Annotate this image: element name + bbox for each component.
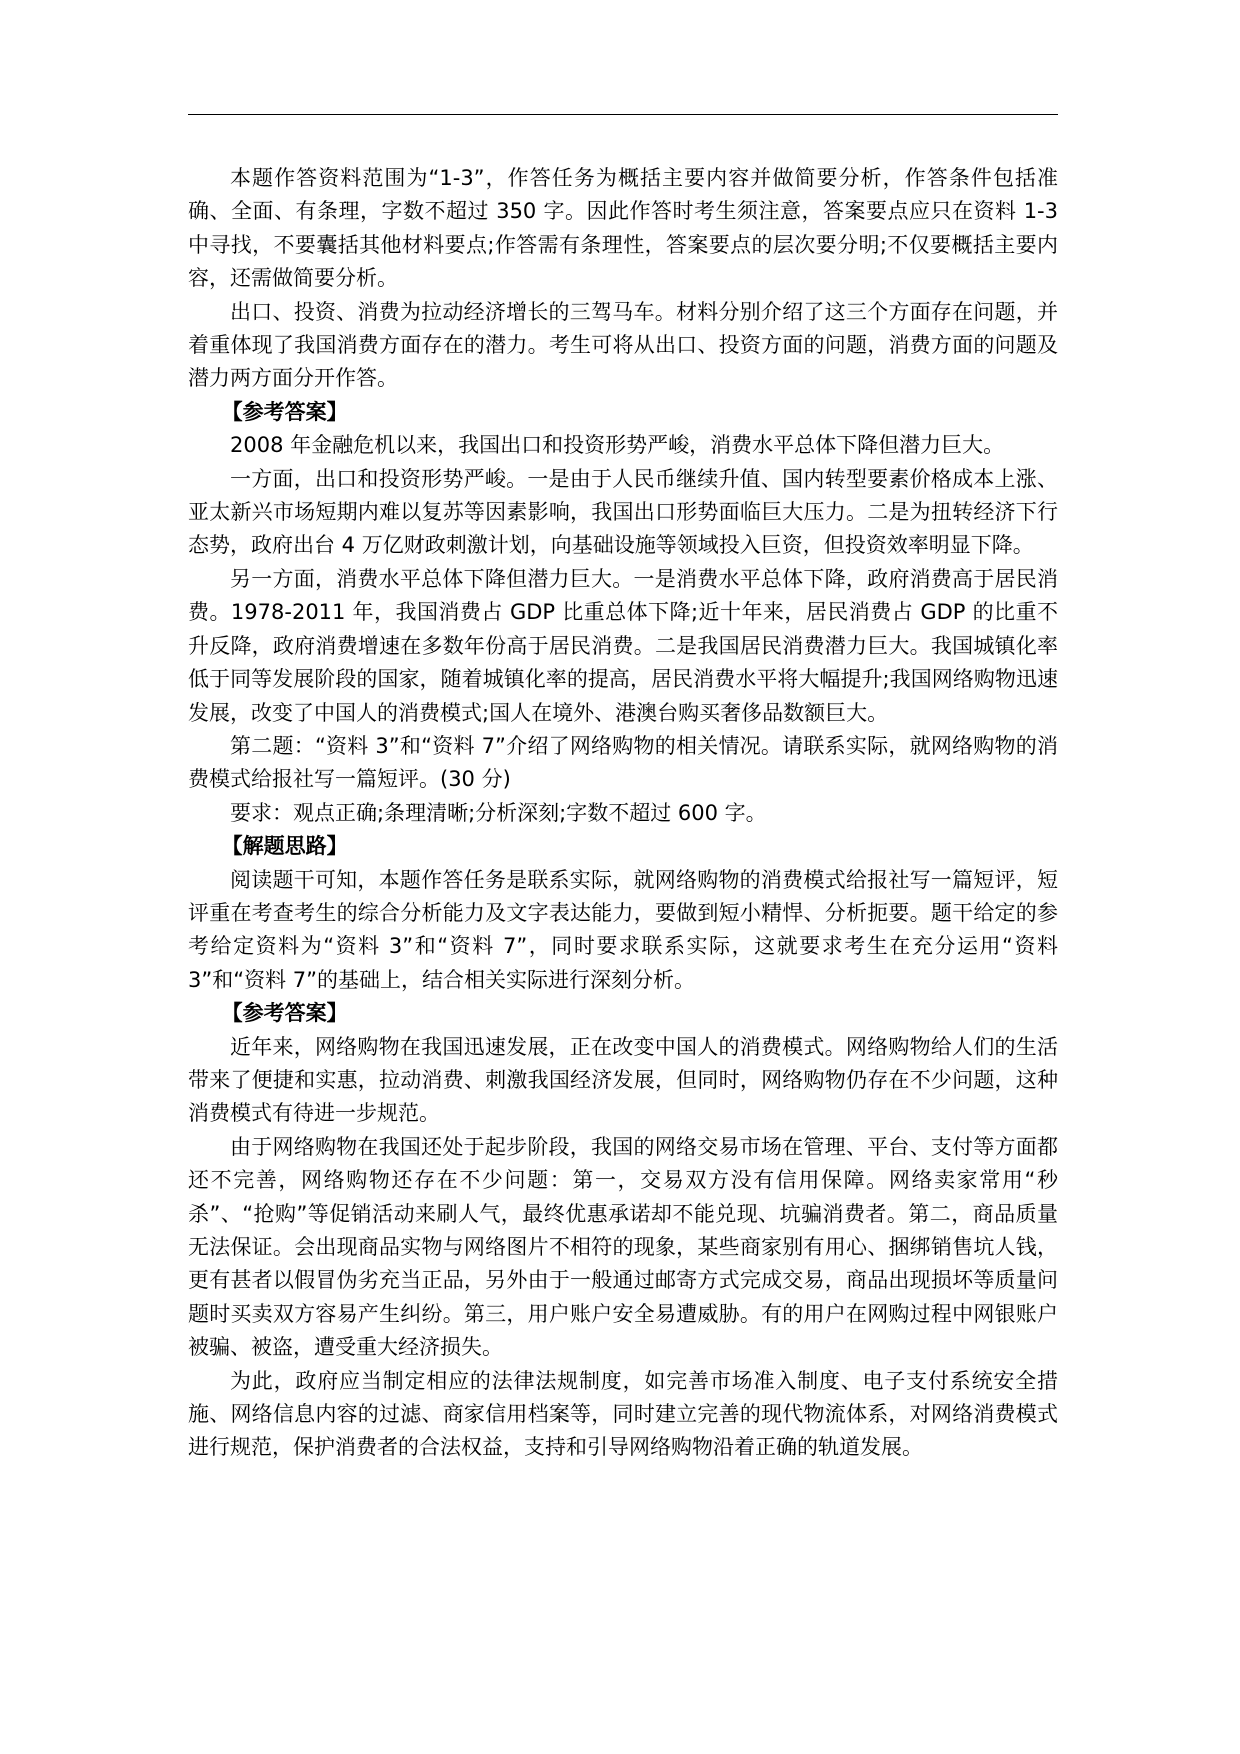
consumption-paragraph: 另一方面，消费水平总体下降但潜力巨大。一是消费水平总体下降，政府消费高于居民消费。1978-2011 年，我国消费占 GDP 比重总体下降;近十年来，居民消费占 GDP 的比重不升反降，政府消费增速在多数年份高于居民消费。二是我国居民消费潜力巨大。我国城镇化率低于同等发展阶段的国家，随着城镇化率的提高，居民消费水平将大幅提升;我国网络购物迅速发展，改变了中国人的消费模式;国人在境外、港澳台购买奢侈品数额巨大。: [188, 566, 1058, 725]
solution-approach-heading: 【解题思路】: [221, 834, 348, 859]
three-drivers-paragraph: 出口、投资、消费为拉动经济增长的三驾马车。材料分别介绍了这三个方面存在问题，并着重体现了我国消费方面存在的潜力。考生可将从出口、投资方面的问题，消费方面的问题及潜力两方面分开作答。: [188, 299, 1058, 391]
answer-summary-paragraph: 2008 年金融危机以来，我国出口和投资形势严峻，消费水平总体下降但潜力巨大。: [230, 433, 1005, 458]
reference-answer-heading-2: 【参考答案】: [221, 1001, 348, 1026]
solution-approach-paragraph: 阅读题干可知，本题作答任务是联系实际，就网络购物的消费模式给报社写一篇短评，短评重在考查考生的综合分析能力及文字表达能力，要做到短小精悍、分析扼要。题干给定的参考给定资料为“资料 3”和“资料 7”，同时要求联系实际，这就要求考生在充分运用“资料 3”和“资料 7”的基础上，结合相关实际进行深刻分析。: [188, 867, 1058, 992]
requirements-paragraph: 要求：观点正确;条理清晰;分析深刻;字数不超过 600 字。: [230, 800, 767, 825]
online-shopping-problems-paragraph: 由于网络购物在我国还处于起步阶段，我国的网络交易市场在管理、平台、支付等方面都还不完善，网络购物还存在不少问题：第一，交易双方没有信用保障。网络卖家常用“秒杀”、“抢购”等促销活动来刷人气，最终优惠承诺却不能兑现、坑骗消费者。第二，商品质量无法保证。会出现商品实物与网络图片不相符的现象，某些商家别有用心、捆绑销售坑人钱，更有甚者以假冒伪劣充当正品，另外由于一般通过邮寄方式完成交易，商品出现损坏等质量问题时买卖双方容易产生纠纷。第三，用户账户安全易遭威胁。有的用户在网购过程中网银账户被骗、被盗，遭受重大经济损失。: [188, 1134, 1058, 1360]
export-investment-paragraph: 一方面，出口和投资形势严峻。一是由于人民币继续升值、国内转型要素价格成本上涨、亚太新兴市场短期内难以复苏等因素影响，我国出口形势面临巨大压力。二是为扭转经济下行态势，政府出台 4 万亿财政刺激计划，向基础设施等领域投入巨资，但投资效率明显下降。: [188, 466, 1058, 558]
online-shopping-intro-paragraph: 近年来，网络购物在我国迅速发展，正在改变中国人的消费模式。网络购物给人们的生活带来了便捷和实惠，拉动消费、刺激我国经济发展，但同时，网络购物仍存在不少问题，这种消费模式有待进一步规范。: [188, 1034, 1058, 1126]
header-rule: [188, 114, 1058, 115]
reference-answer-heading: 【参考答案】: [221, 399, 348, 424]
document-body: [188, 162, 1058, 1465]
question-two-paragraph: 第二题：“资料 3”和“资料 7”介绍了网络购物的相关情况。请联系实际，就网络购物的消费模式给报社写一篇短评。(30 分): [188, 733, 1058, 792]
intro-analysis-paragraph: 本题作答资料范围为“1-3”，作答任务为概括主要内容并做简要分析，作答条件包括准确、全面、有条理，字数不超过 350 字。因此作答时考生须注意，答案要点应只在资料 1-3 中寻找，不要囊括其他材料要点;作答需有条理性，答案要点的层次要分明;不仅要概括主要内容，还需做简要分析。: [188, 166, 1058, 291]
government-measures-paragraph: 为此，政府应当制定相应的法律法规制度，如完善市场准入制度、电子支付系统安全措施、网络信息内容的过滤、商家信用档案等，同时建立完善的现代物流体系，对网络消费模式进行规范，保护消费者的合法权益，支持和引导网络购物沿着正确的轨道发展。: [188, 1368, 1058, 1460]
